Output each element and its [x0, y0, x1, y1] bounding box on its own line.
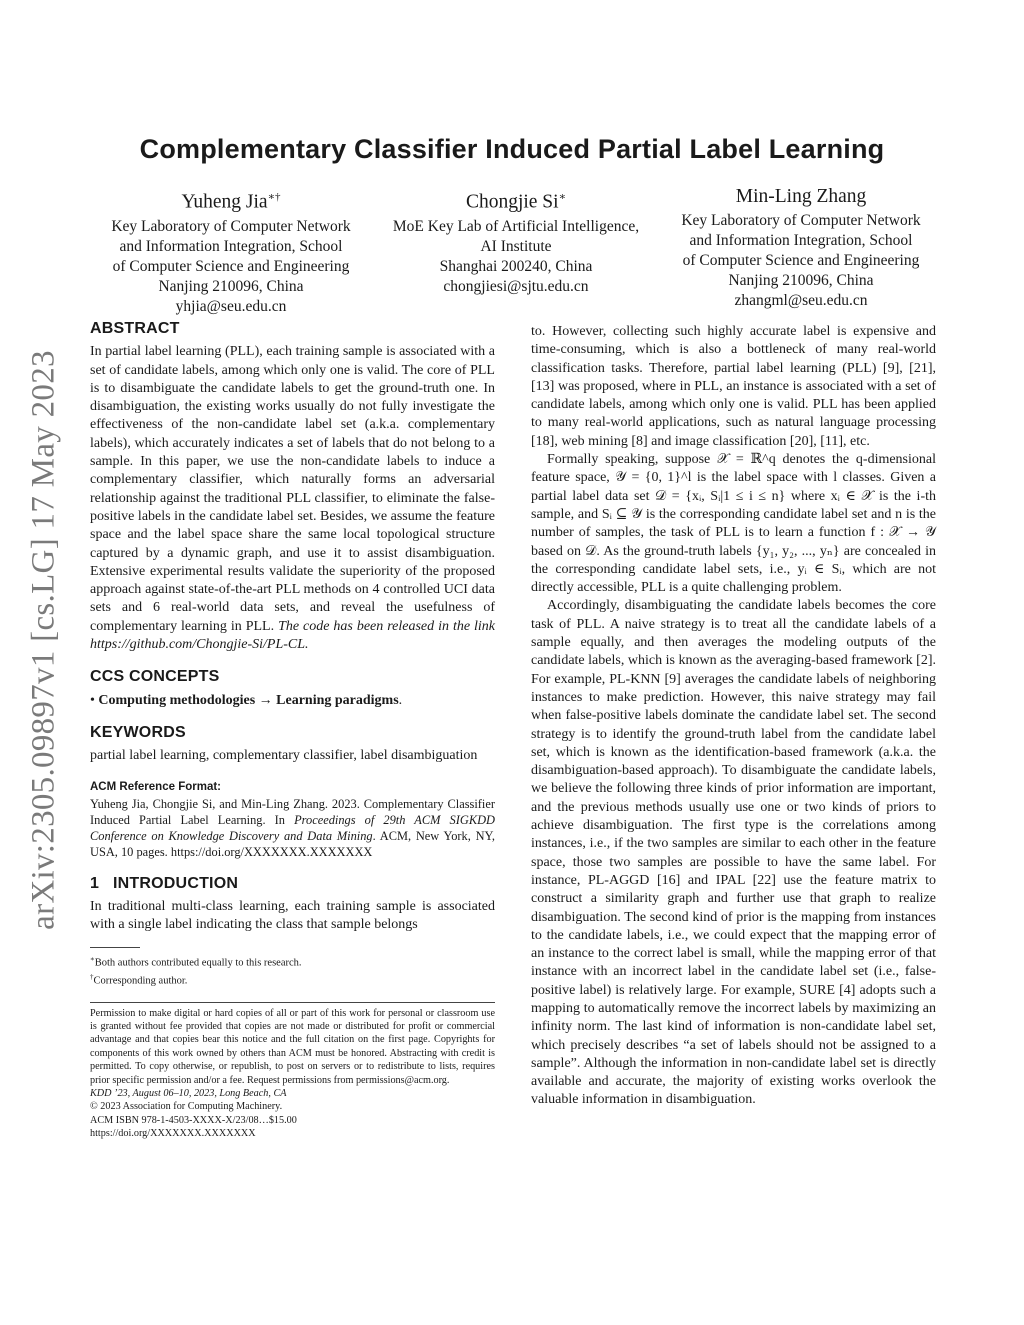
isbn-line: ACM ISBN 978-1-4503-XXXX-X/23/08…$15.00: [90, 1114, 297, 1126]
doi-line: https://doi.org/XXXXXXX.XXXXXXX: [90, 1128, 256, 1140]
author-marks: ∗: [558, 191, 567, 203]
affiliation-line: Shanghai 200240, China: [439, 257, 593, 275]
paper-title: Complementary Classifier Induced Partial Label Learning: [139, 134, 885, 164]
code-link: The code has been released in the link https://github.com/Chongjie-Si/PL-CL.: [90, 618, 495, 653]
copyright-line: © 2023 Association for Computing Machinery.: [90, 1101, 283, 1113]
intro-text: In traditional multi-class learning, each training sample is associated with a single label indicating the class that sample belongs: [90, 898, 495, 933]
author-name: Yuheng Jia: [181, 191, 268, 213]
arxiv-watermark: arXiv:2305.09897v1 [cs.LG] 17 May 2023: [25, 350, 62, 930]
author-email: chongjiesi@sjtu.edu.cn: [443, 277, 589, 295]
footnote: ∗Both authors contributed equally to this research.: [90, 954, 302, 969]
affiliation-line: MoE Key Lab of Artificial Intelligence,: [392, 217, 640, 235]
abstract-text: In partial label learning (PLL), each training sample is associated with a set of candidate labels, among which only one is valid. The core of PLL is to disambiguate the candidate labels to get the ground-truth one. In disambiguation, the existing works usually do not fully investigate the effectiveness of the non-candidate label set (a.k.a. complementary labels), which accurately indicates a set of labels that do not belong to a sample. In this paper, we use the non-candidate labels to induce a complementary classifier, which naturally forms an adversarial relationship against the traditional PLL classifier, to eliminate the false-positive labels in the candidate label set. Besides, we assume the feature space and the label space share the same local topological structure captured by a dynamic graph, and use it to assist disambiguation. Extensive experimental results validate the superiority of the proposed approach against state-of-the-art PLL methods on 4 controlled UCI data sets and 6 real-world data sets, and reveal the usefulness of complementary learning in PLL. The code has been released in the link https://github.com/Chongjie-Si/PL-CL.: [90, 344, 495, 653]
acm-ref-text: Yuheng Jia, Chongjie Si, and Min-Ling Zhang. 2023. Complementary Classifier Induced Partial Label Learning. In Proceedings of 29th ACM SIGKDD Conference on Knowledge Discovery and Data Mining. ACM, New York, NY, USA, 10 pages. https://doi.org/XXXXXXX.XXXXXXX: [90, 796, 495, 860]
affiliation-line: of Computer Science and Engineering: [112, 257, 350, 275]
ccs-concepts: • Computing methodologies → Learning paradigms.: [90, 692, 403, 708]
body-paragraph: to. However, collecting such highly accurate label is expensive and time-consuming, which is also a bottleneck of many real-world classification tasks. Therefore, partial label learning (PLL) [9], [21], [13] was proposed, where in PLL, an instance is associated with a set of candidate labels, among which only one is valid. PLL has been applied to many real-world applications, such as natural language processing [18], web mining [8] and image classification [20], [11], etc.: [531, 324, 936, 449]
affiliation-line: Nanjing 210096, China: [728, 272, 874, 289]
author-email: zhangml@seu.edu.cn: [734, 292, 868, 309]
keywords-text: partial label learning, complementary classifier, label disambiguation: [90, 748, 478, 764]
affiliation-line: Key Laboratory of Computer Network: [111, 217, 351, 235]
body-paragraph: Accordingly, disambiguating the candidate labels becomes the core task of PLL. A naive strategy is to treat all the candidate labels of a sample equally, and then averages the modeling outputs of the candidate labels, which is known as the averaging-based framework [2]. For example, PL-KNN [9] averages the candidate labels of neighboring instances to make prediction. However, this naive strategy may fail when false-positive labels dominate the candidate label set. The second strategy is to identify the ground-truth label from the candidate label set, which is known as the identification-based framework (a.k.a. the disambiguation-based approach). To disambiguate the candidate labels, we believe the following three kinds of prior information are important, and the previous methods usually use one or two kinds of priors to achieve disambiguation. The first type is the correlations among instances, i.e., if the two samples are similar to each other in the feature space, those two samples are possible to have the same label. For instance, PL-AGGD [16] and IPAL [22] use the feature matrix to construct a similarity graph and further use that graph to realize disambiguation. The second kind of prior is the mapping from instances to the candidate labels, i.e., we could expect that the mapping error of an instance to the correct label is small, while the mapping error of that instance with an incorrect label in the candidate label set (i.e., false-positive label) is relatively large. For example, SURE [4] adopts such a mapping to automatically remove the incorrect labels by maximizing an infinity norm. The last kind of information is non-candidate label set, which precisely describes “a set of labels should not be assigned to a sample”. Although the information in non-candidate label set is directly available and accurate, the majority of existing works overlook the valuable information in disambiguation.: [531, 598, 936, 1108]
affiliation-line: and Information Integration, School: [689, 232, 913, 249]
author-1: [96, 184, 366, 317]
affiliation-line: and Information Integration, School: [119, 237, 343, 255]
author-name: Chongjie Si: [465, 191, 559, 213]
ccs-heading: CCS CONCEPTS: [90, 668, 220, 686]
affiliation-line: of Computer Science and Engineering: [682, 252, 920, 269]
affiliation-line: Key Laboratory of Computer Network: [681, 212, 921, 229]
conference-info: KDD ’23, August 06–10, 2023, Long Beach, CA: [90, 1087, 287, 1099]
keywords-heading: KEYWORDS: [90, 723, 186, 741]
footnote-rule: [90, 947, 140, 948]
author-marks: ∗†: [267, 191, 281, 203]
author-2: [381, 184, 651, 317]
left-column: [90, 320, 495, 1141]
affiliation-line: AI Institute: [480, 237, 552, 255]
author-email: yhjia@seu.edu.cn: [175, 297, 287, 315]
author-3: [666, 184, 936, 317]
permission-text: Permission to make digital or hard copies of all or part of this work for personal or classroom use is granted without fee provided that copies are not made or distributed for profit or commercial advantage and that copies bear this notice and the full citation on the first page. Copyrights for components of this work owned by others than ACM must be honored. Abstracting with credit is permitted. To copy otherwise, or republish, to post on servers or to redistribute to lists, requires prior specific permission and/or a fee. Request permissions from permissions@acm.org.: [90, 1007, 495, 1086]
author-name: Min-Ling Zhang: [735, 186, 867, 207]
body-paragraph: Formally speaking, suppose 𝒳 = ℝ^q denotes the q-dimensional feature space, 𝒴 = {0, 1}^l is the label space with l classes. Given a partial label data set 𝒟 = {xᵢ, Sᵢ|1 ≤ i ≤ n} where xᵢ ∈ 𝒳 is the i-th sample, and Sᵢ ⊆ 𝒴 is the corresponding candidate label set and n is the number of samples, the task of PLL is to learn a function f : 𝒳 → 𝒴 based on 𝒟. As the ground-truth labels {y₁, y₂, ..., yₙ} are concealed in the corresponding candidate label sets, i.e., yᵢ ∈ Sᵢ, which are not directly accessible, PLL is a quite challenging problem.: [531, 452, 936, 596]
affiliation-line: Nanjing 210096, China: [158, 277, 304, 295]
author-block: [96, 184, 936, 317]
abstract-heading: ABSTRACT: [90, 320, 180, 337]
right-column: [531, 323, 936, 1110]
footnote: †Corresponding author.: [90, 973, 188, 987]
permission-block: [90, 1002, 495, 1141]
acm-ref-heading: ACM Reference Format:: [90, 780, 221, 793]
intro-heading: 1 INTRODUCTION: [90, 874, 239, 892]
